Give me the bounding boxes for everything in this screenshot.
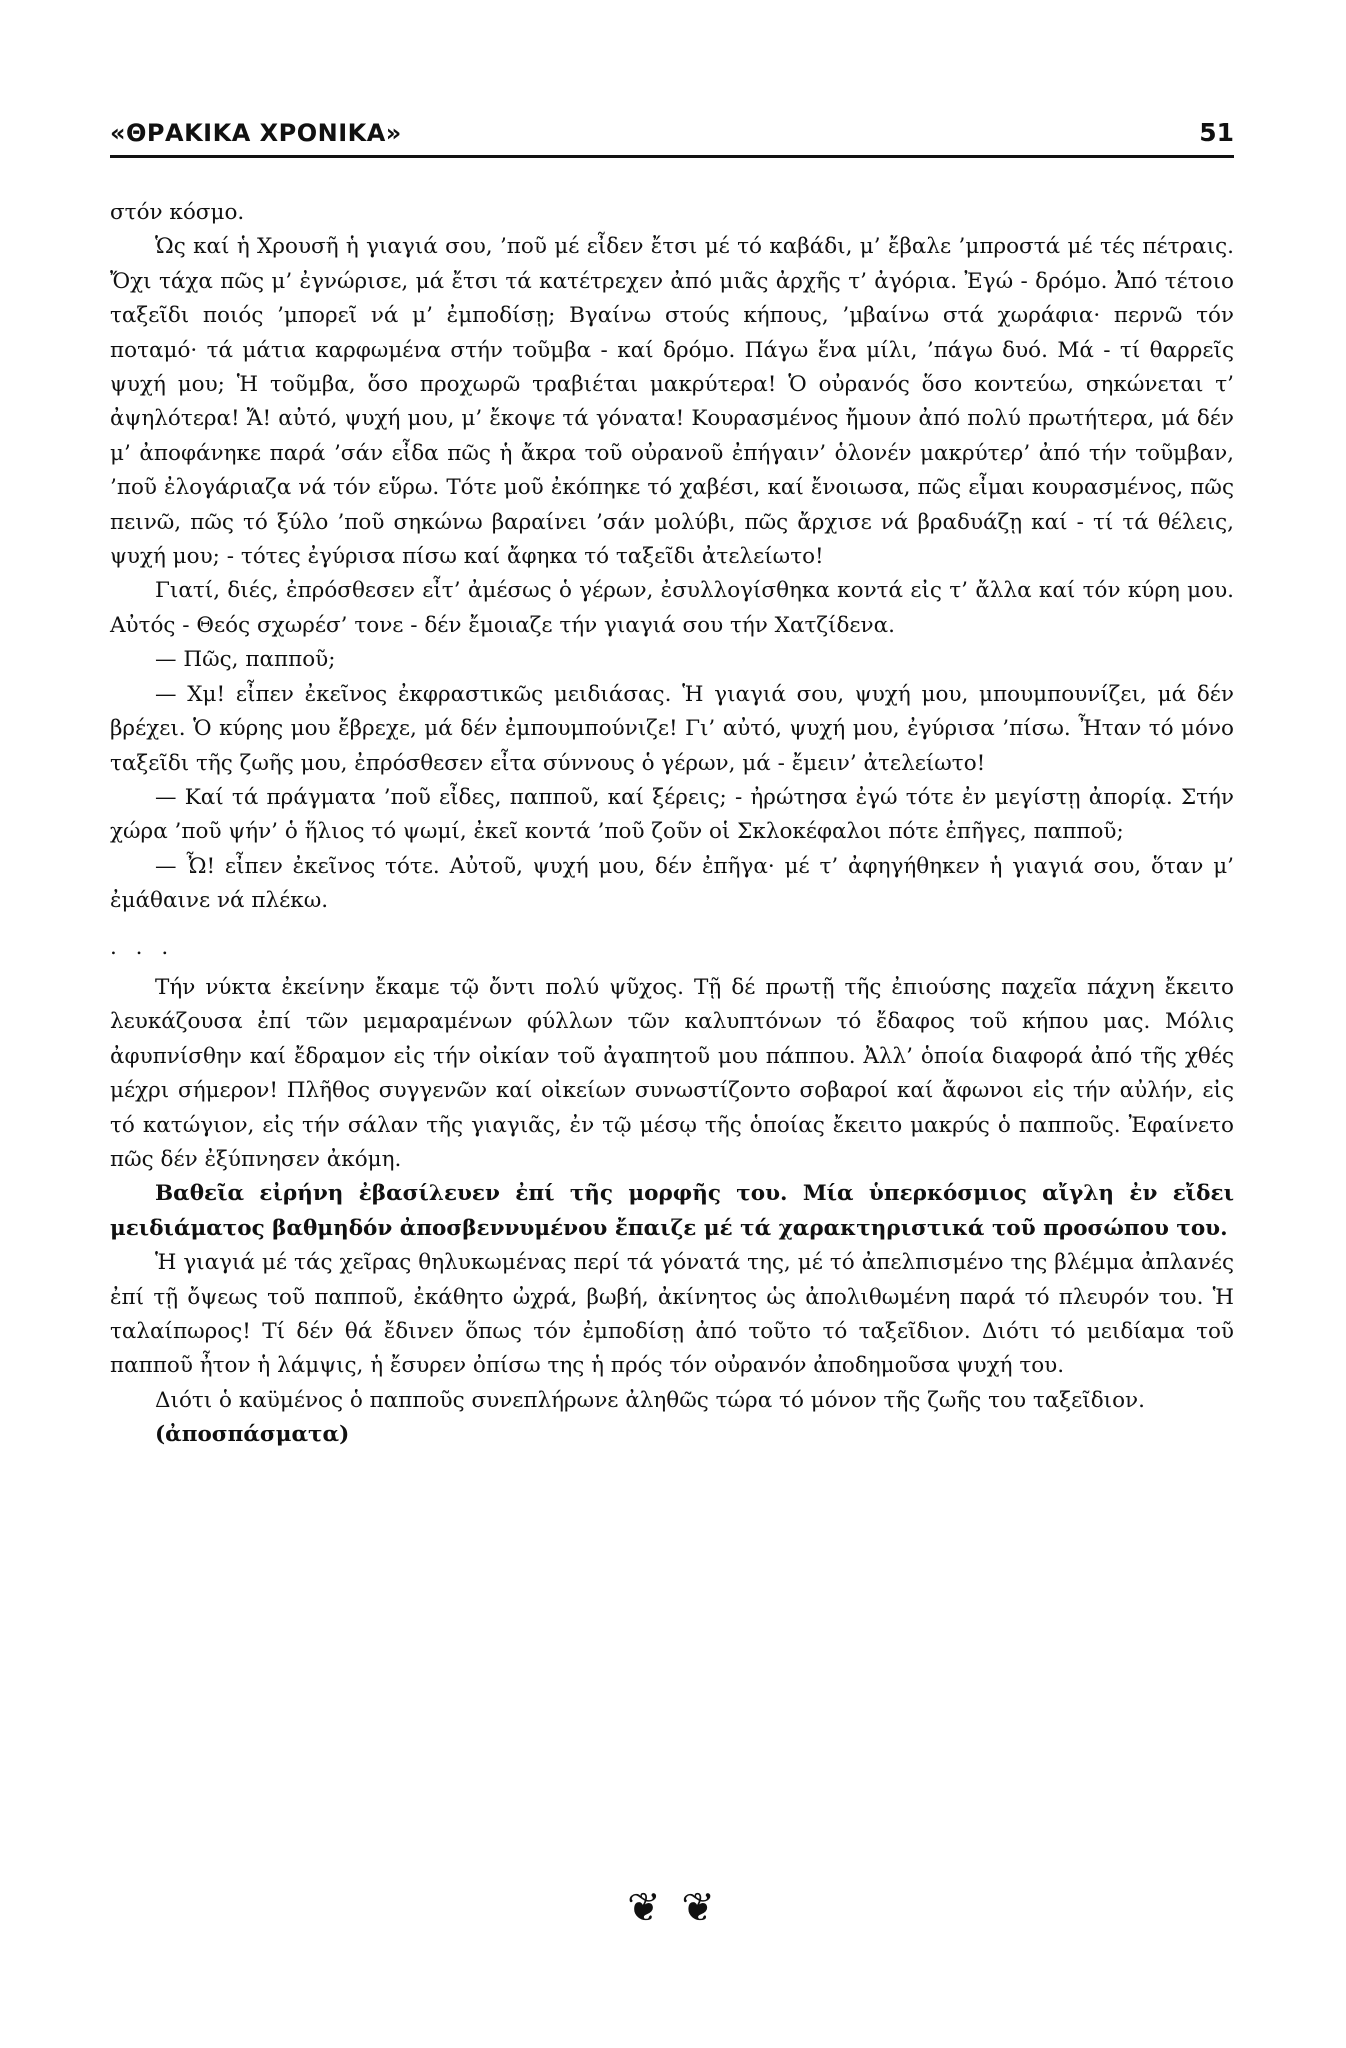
page <box>110 118 1234 1453</box>
paragraph-3: — Πῶς, παπποῦ; <box>155 647 336 673</box>
journal-title: «ΘΡΑΚΙΚΑ ΧΡΟΝΙΚΑ» <box>110 119 402 147</box>
paragraph-4: — Χμ! εἶπεν ἐκεῖνος ἐκφραστικῶς μειδιάσας. Ἡ γιαγιά σου, ψυχή μου, μπουμπουνίζει, μά δέν βρέχει. Ὁ κύρης μου ἔβρεχε, μά δέν ἐμπουμπούνιζε! Γι’ αὐτό, ψυχή μου, ἐγύρισα ’πίσω. Ἦταν τό μόνο ταξεῖδι τῆς ζωῆς μου, ἐπρόσθεσεν εἶτα σύννους ὁ γέρων, μά - ἔμειν’ ἀτελείωτο! <box>110 681 1234 776</box>
paragraph-11: Διότι ὁ καϋμένος ὁ παπποῦς συνεπλήρωνε ἀληθῶς τώρα τό μόνον τῆς ζωῆς του ταξεῖδιον. <box>155 1387 1145 1413</box>
paragraph-6: — Ὦ! εἶπεν ἐκεῖνος τότε. Αὐτοῦ, ψυχή μου, δέν ἐπῆγα· μέ τ’ ἀφηγήθηκεν ἡ γιαγιά σου, ὅταν μ’ ἐμάθαινε νά πλέκω. <box>110 853 1234 914</box>
paragraph-9: Βαθεῖα εἰρήνη ἐβασίλευεν ἐπί τῆς μορφῆς του. Μία ὑπερκόσμιος αἴγλη ἐν εἴδει μειδιάματος βαθμηδόν ἀποσβεννυμένου ἔπαιζε μέ τά χαρακτηριστικά τοῦ προσώπου του. <box>110 1181 1234 1241</box>
paragraph-5: — Καί τά πράγματα ’ποῦ εἶδες, παπποῦ, καί ξέρεις; - ἠρώτησα ἐγώ τότε ἐν μεγίστῃ ἀπορίᾳ. Στήν χώρα ’ποῦ ψήν’ ὁ ἥλιος τό ψωμί, ἐκεῖ κοντά ’ποῦ ζοῦν οἱ Σκλοκέφαλοι πότε ἐπῆγες, παπποῦ; <box>110 784 1234 845</box>
section-break: . . . <box>110 934 175 960</box>
excerpt-note: (ἀποσπάσματα) <box>155 1422 350 1448</box>
ornament-icon: ❦ ❦ <box>627 1885 719 1931</box>
paragraph-2: Γιατί, διές, ἐπρόσθεσεν εἶτ’ ἀμέσως ὁ γέρων, ἐσυλλογίσθηκα κοντά εἰς τ’ ἄλλα καί τόν κύρη μου. Αὐτός - Θεός σχωρέσ’ τονε - δέν ἔμοιαζε τήν γιαγιά σου τήν Χατζίδενα. <box>110 578 1234 638</box>
page-number: 51 <box>1199 118 1234 147</box>
paragraph-10: Ἡ γιαγιά μέ τάς χεῖρας θηλυκωμένας περί τά γόνατά της, μέ τό ἀπελπισμένο της βλέμμα ἀπλανές ἐπί τῇ ὄψεως τοῦ παπποῦ, ἐκάθητο ὠχρά, βωβή, ἀκίνητος ὡς ἀπολιθωμένη παρά τό πλευρόν του. Ἡ ταλαίπωρος! Τί δέν θά ἔδινεν ὅπως τόν ἐμποδίσῃ ἀπό τοῦτο τό ταξεῖδιον. Διότι τό μειδίαμα τοῦ παπποῦ ἦτον ἡ λάμψις, ἡ ἔσυρεν ὀπίσω της ἡ πρός τόν οὐρανόν ἀποδημοῦσα ψυχή του. <box>110 1250 1234 1379</box>
paragraph-8: Τήν νύκτα ἐκείνην ἔκαμε τῷ ὄντι πολύ ψῦχος. Τῇ δέ πρωτῇ τῆς ἐπιούσης παχεῖα πάχνη ἔκειτο λευκάζουσα ἐπί τῶν μεμαραμένων φύλλων τῶν καλυπτόνων τό ἔδαφος τοῦ κήπου μας. Μόλις ἀφυπνίσθην καί ἔδραμον εἰς τήν οἰκίαν τοῦ ἀγαπητοῦ μου πάππου. Ἀλλ’ ὁποία διαφορά ἀπό τῆς χθές μέχρι σήμερον! Πλῆθος συγγενῶν καί οἰκείων συνωστίζοντο σοβαροί καί ἄφωνοι εἰς τήν αὐλήν, εἰς τό κατώγιον, εἰς τήν σάλαν τῆς γιαγιᾶς, ἐν τῷ μέσῳ τῆς ὁποίας ἔκειτο μακρύς ὁ παπποῦς. Ἐφαίνετο πῶς δέν ἐξύπνησεν ἀκόμη. <box>110 974 1234 1172</box>
paragraph-0: στόν κόσμο. <box>110 200 245 225</box>
page-header <box>110 118 1234 158</box>
article-body <box>110 196 1234 1453</box>
paragraph-1: Ὡς καί ἡ Χρουσῆ ἡ γιαγιά σου, ’ποῦ μέ εἶδεν ἔτσι μέ τό καβάδι, μ’ ἔβαλε ’μπροστά μέ τές πέτραις. Ὄχι τάχα πῶς μ’ ἐγνώρισε, μά ἔτσι τά κατέτρεχεν ἀπό μιᾶς ἀρχῆς τ’ ἀγόρια. Ἐγώ - δρόμο. Ἀπό τέτοιο ταξεῖδι ποιός ’μπορεῖ νά μ’ ἐμποδίσῃ; Βγαίνω στούς κήπους, ’μβαίνω στά χωράφια· περνῶ τόν ποταμό· τά μάτια καρφωμένα στήν τοῦμβα - καί δρόμο. Πάγω ἕνα μίλι, ’πάγω δυό. Μά - τί θαρρεῖς ψυχή μου; Ἡ τοῦμβα, ὅσο προχωρῶ τραβιέται μακρύτερα! Ὁ οὐρανός ὅσο κοντεύω, σηκώνεται τ’ ἀψηλότερα! Ἄ! αὐτό, ψυχή μου, μ’ ἔκοψε τά γόνατα! Κουρασμένος ἤμουν ἀπό πολύ πρωτήτερα, μά δέν μ’ ἀποφάνηκε παρά ’σάν εἶδα πῶς ἡ ἄκρα τοῦ οὐρανοῦ ἐπήγαιν’ ὁλονέν μακρύτερ’ ἀπό τήν τοῦμβαν, ’ποῦ ἐλογάριαζα νά τόν εὕρω. Τότε μοῦ ἐκόπηκε τό χαβέσι, καί ἔνοιωσα, πῶς εἶμαι κουρασμένος, πῶς πεινῶ, πῶς τό ξύλο ’ποῦ σηκώνω βαραίνει ’σάν μολύβι, πῶς ἄρχισε νά βραδυάζῃ καί - τί τά θέλεις, ψυχή μου; - τότες ἐγύρισα πίσω καί ἄφηκα τό ταξεῖδι ἀτελείωτο! <box>110 234 1234 570</box>
